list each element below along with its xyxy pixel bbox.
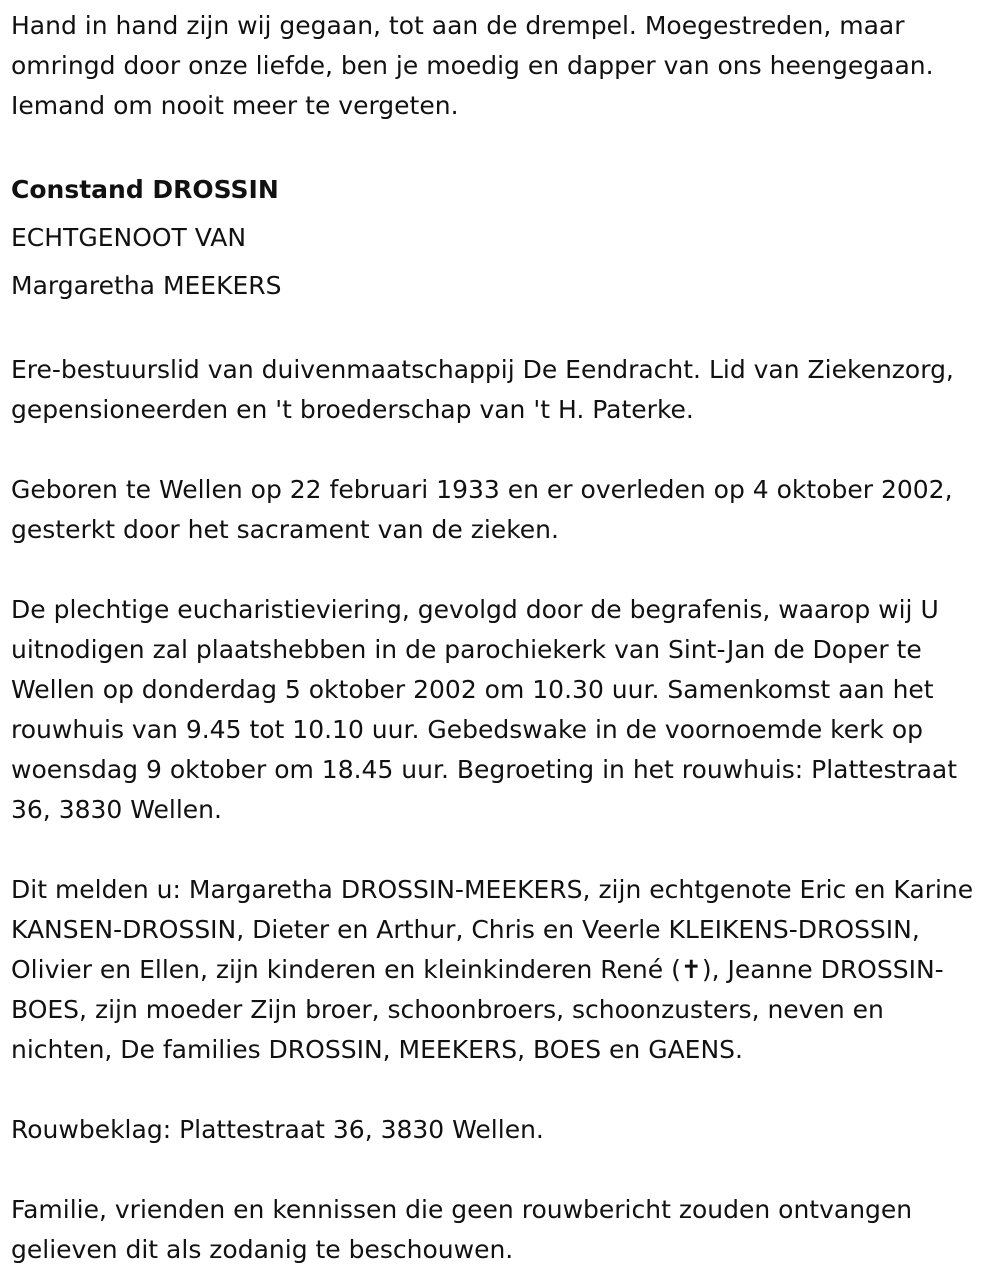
announcers-paragraph	[11, 870, 986, 1070]
deceased-name: Constand DROSSIN	[11, 175, 279, 204]
relation-label: ECHTGENOOT VAN	[11, 223, 247, 252]
spouse-name: Margaretha MEEKERS	[11, 271, 282, 300]
announcers-text-before-cross: Dit melden u: Margaretha DROSSIN-MEEKERS, zijn echtgenote Eric en Karine KANSEN-DROSSIN, Dieter en Arthur, Chris en Veerle KLEIKENS-DROSSIN, Olivier en Ellen, zijn kinderen en kleinkinderen René (	[11, 875, 974, 984]
intro-paragraph: Hand in hand zijn wij gegaan, tot aan de drempel. Moegestreden, maar omringd door onze liefde, ben je moedig en dapper van ons heengegaan. Iemand om nooit meer te vergeten.	[11, 11, 934, 120]
cross-icon: ✝	[680, 955, 702, 984]
condolences-paragraph: Rouwbeklag: Plattestraat 36, 3830 Wellen.	[11, 1115, 544, 1144]
birth-death-paragraph: Geboren te Wellen op 22 februari 1933 en er overleden op 4 oktober 2002, gesterkt door het sacrament van de zieken.	[11, 475, 953, 544]
closing-paragraph: Familie, vrienden en kennissen die geen rouwbericht zouden ontvangen gelieven dit als zodanig te beschouwen.	[11, 1195, 913, 1264]
announcers-text-after-cross: ), Jeanne DROSSIN-BOES, zijn moeder Zijn broer, schoonbroers, schoonzusters, neven en nichten, De families DROSSIN, MEEKERS, BOES en GAENS.	[11, 955, 944, 1064]
memberships-paragraph: Ere-bestuurslid van duivenmaatschappij De Eendracht. Lid van Ziekenzorg, gepensioneerden en 't broederschap van 't H. Paterke.	[11, 355, 954, 424]
ceremony-paragraph: De plechtige eucharistieviering, gevolgd door de begrafenis, waarop wij U uitnodigen zal plaatshebben in de parochiekerk van Sint-Jan de Doper te Wellen op donderdag 5 oktober 2002 om 10.30 uur. Samenkomst aan het rouwhuis van 9.45 tot 10.10 uur. Gebedswake in de voornoemde kerk op woensdag 9 oktober om 18.45 uur. Begroeting in het rouwhuis: Plattestraat 36, 3830 Wellen.	[11, 595, 958, 824]
name-section	[11, 166, 986, 310]
